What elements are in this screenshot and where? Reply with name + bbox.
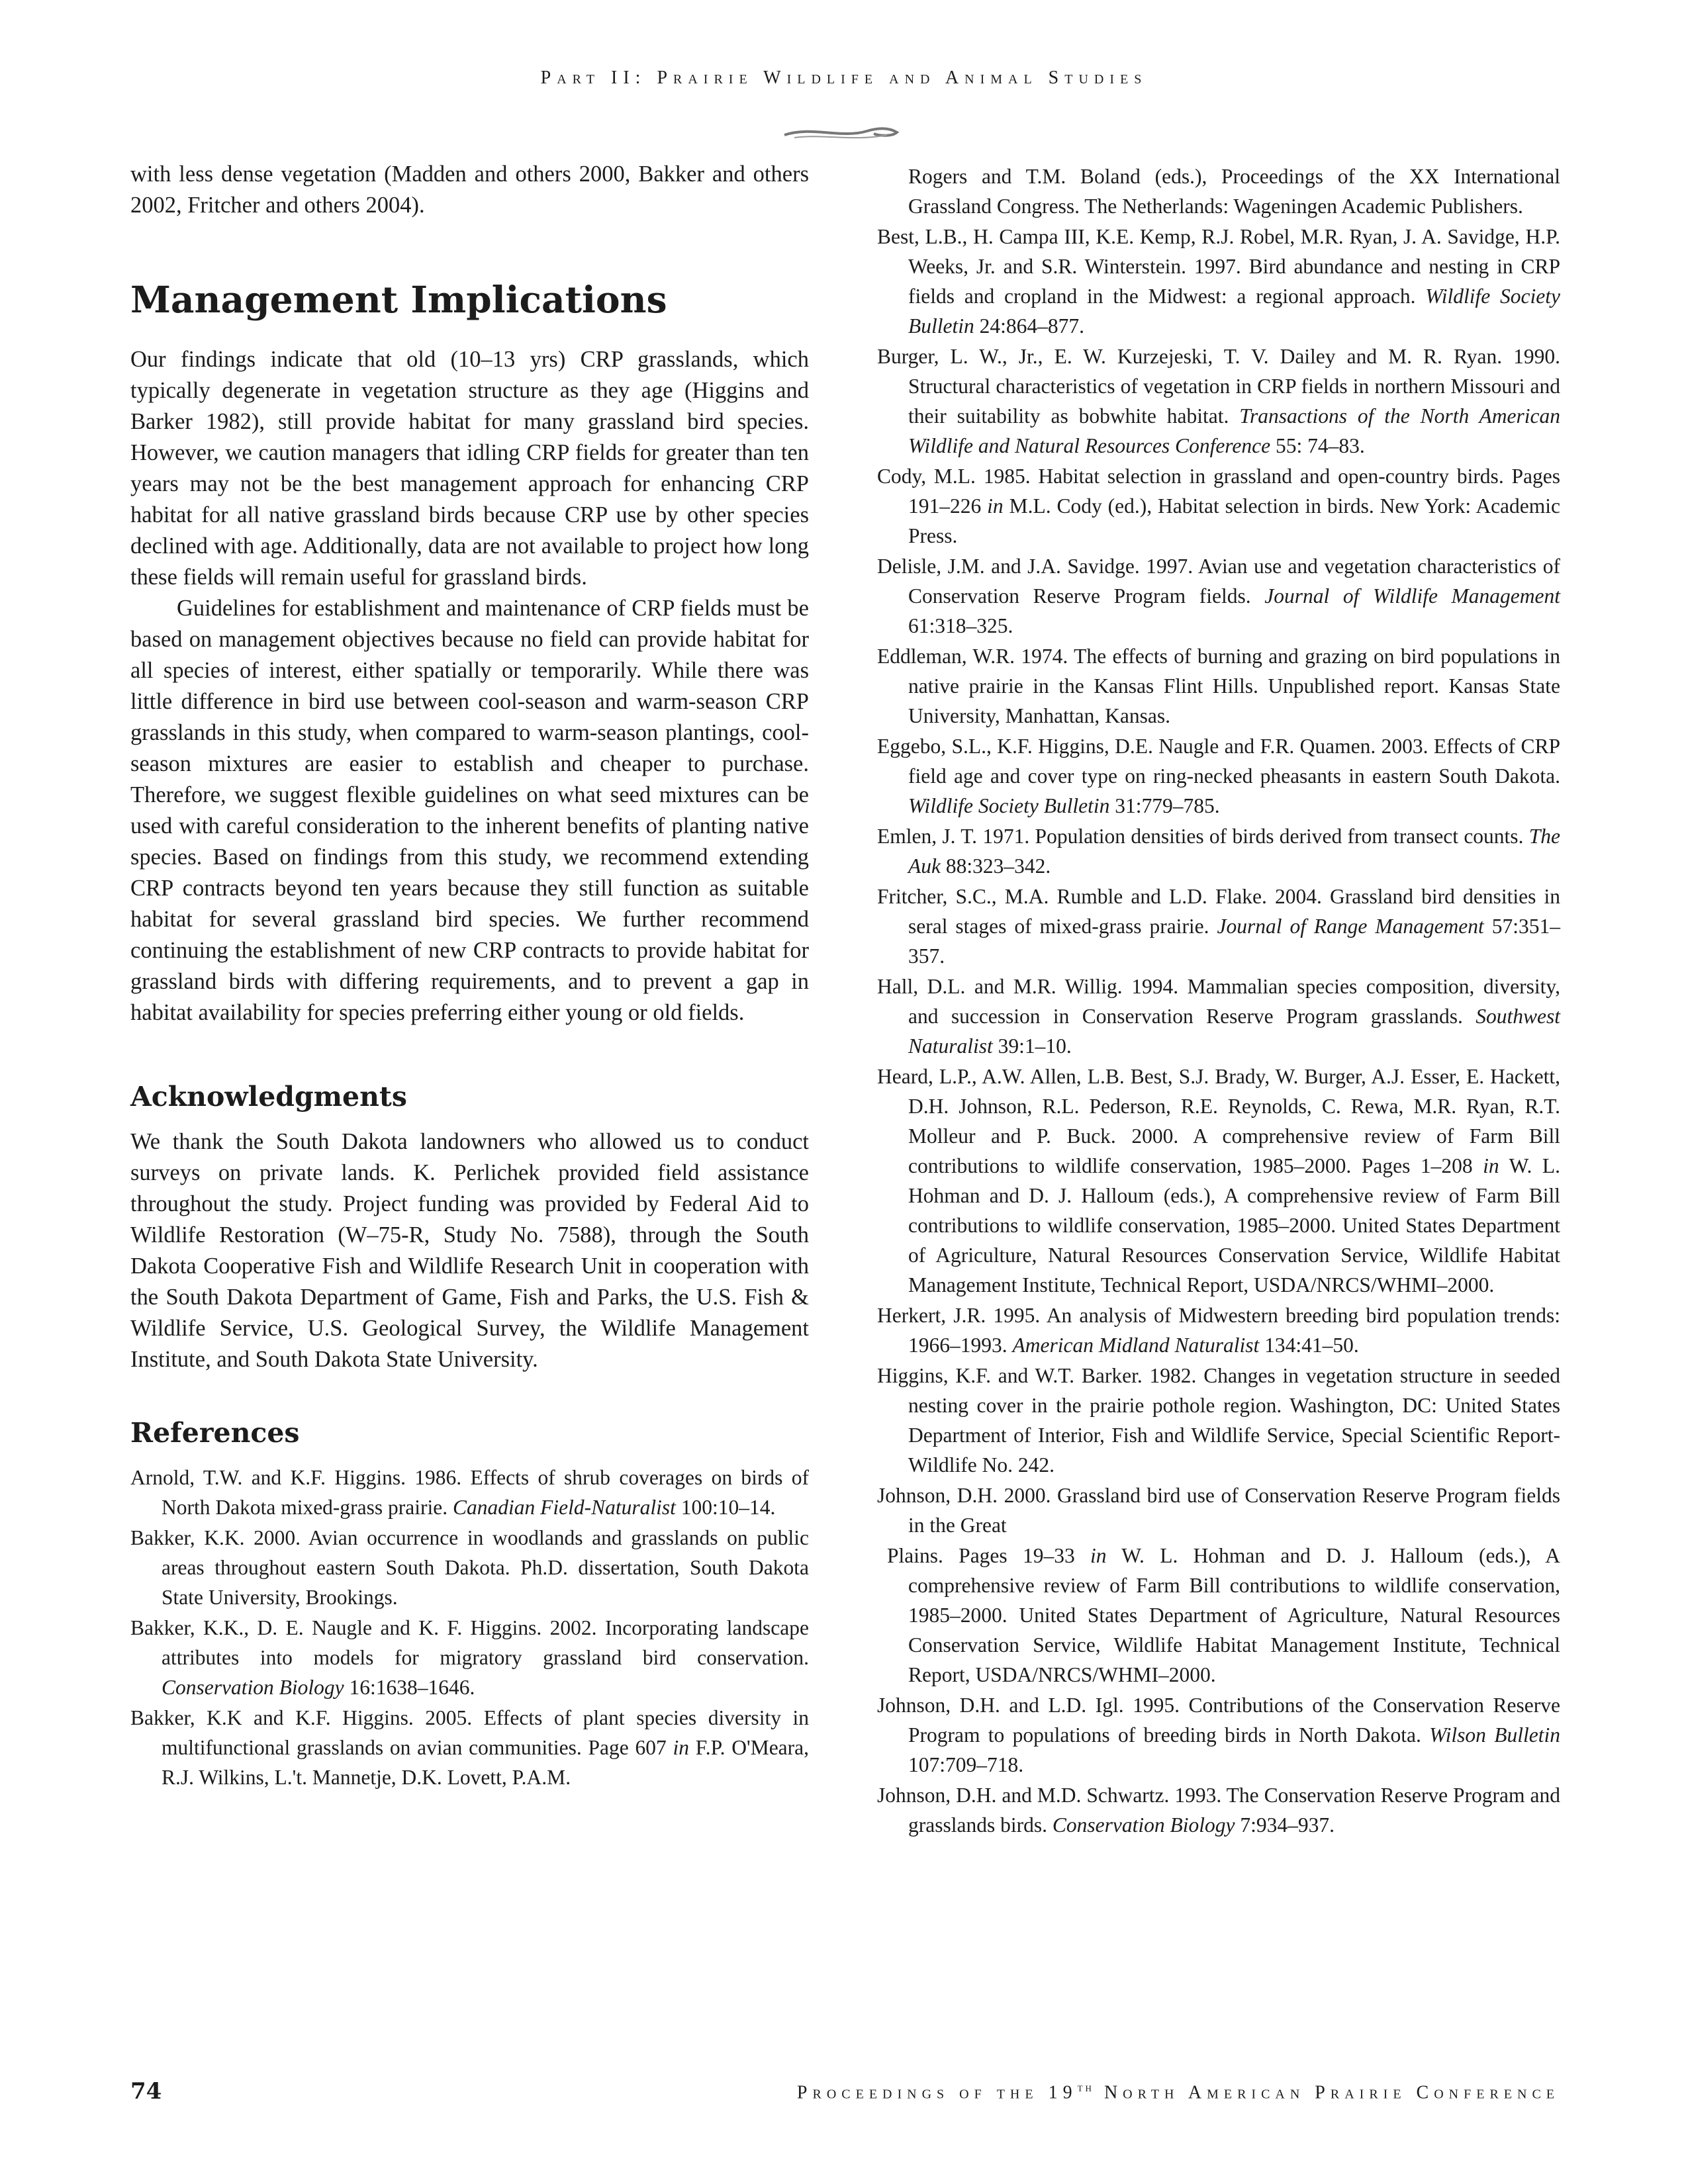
- footer-conference-title: Proceedings of the 19th North American Prairie Conference: [796, 2081, 1560, 2103]
- reference-entry: Eggebo, S.L., K.F. Higgins, D.E. Naugle and F.R. Quamen. 2003. Effects of CRP field age and cover type on ring-necked pheasants in eastern South Dakota. Wildlife Society Bulletin 31:779–785.: [877, 735, 1560, 817]
- intro-paragraph: with less dense vegetation (Madden and others 2000, Bakker and others 2002, Fritcher and others 2004).: [130, 161, 809, 218]
- reference-entry: Johnson, D.H. and M.D. Schwartz. 1993. The Conservation Reserve Program and grasslands birds. Conservation Biology 7:934–937.: [877, 1784, 1560, 1837]
- reference-entry: Johnson, D.H. 2000. Grassland bird use of Conservation Reserve Program fields in the Great: [877, 1484, 1560, 1537]
- references-list-left: [130, 1463, 809, 1792]
- reference-entry: Heard, L.P., A.W. Allen, L.B. Best, S.J. Brady, W. Burger, A.J. Esser, E. Hackett, D.H. Johnson, R.L. Pederson, R.E. Reynolds, C. Rewa, M.R. Ryan, R.T. Molleur and P. Buck. 2000. A comprehensive review of Farm Bill contributions to wildlife conservation, 1985–2000. Pages 1–208 in W. L. Hohman and D. J. Halloum (eds.), A comprehensive review of Farm Bill contributions to wildlife conservation, 1985–2000. United States Department of Agriculture, Natural Resources Conservation Service, Wildlife Habitat Management Institute, Technical Report, USDA/NRCS/WHMI–2000.: [877, 1065, 1561, 1297]
- running-head: Part II: Prairie Wildlife and Animal Studies: [540, 68, 1148, 88]
- decorative-swash-ornament: [781, 119, 907, 146]
- reference-entry: Hall, D.L. and M.R. Willig. 1994. Mammalian species composition, diversity, and succession in Conservation Reserve Program grasslands. Southwest Naturalist 39:1–10.: [877, 975, 1560, 1058]
- reference-entry: Bakker, K.K. 2000. Avian occurrence in woodlands and grasslands on public areas throughout eastern South Dakota. Ph.D. dissertation, South Dakota State University, Brookings.: [130, 1526, 809, 1609]
- reference-entry: Emlen, J. T. 1971. Population densities of birds derived from transect counts. The Auk 88:323–342.: [877, 825, 1560, 878]
- management-implications-heading: Management Implications: [130, 278, 667, 321]
- page-number: 74: [130, 2078, 162, 2105]
- reference-entry: Arnold, T.W. and K.F. Higgins. 1986. Effects of shrub coverages on birds of North Dakota mixed-grass prairie. Canadian Field-Naturalist 100:10–14.: [130, 1466, 809, 1519]
- left-column: [130, 159, 809, 1793]
- reference-entry: Best, L.B., H. Campa III, K.E. Kemp, R.J. Robel, M.R. Ryan, J. A. Savidge, H.P. Weeks, Jr. and S.R. Winterstein. 1997. Bird abundance and nesting in CRP fields and cropland in the Midwest: a regional approach. Wildlife Society Bulletin 24:864–877.: [877, 225, 1560, 338]
- reference-entry: Cody, M.L. 1985. Habitat selection in grassland and open-country birds. Pages 191–226 in M.L. Cody (ed.), Habitat selection in birds. New York: Academic Press.: [877, 465, 1561, 547]
- reference-entry: Herkert, J.R. 1995. An analysis of Midwestern breeding bird population trends: 1966–1993. American Midland Naturalist 134:41–50.: [877, 1304, 1560, 1357]
- references-list-right: [877, 222, 1560, 1840]
- reference-entry-continued: Plains. Pages 19–33 in W. L. Hohman and D. J. Halloum (eds.), A comprehensive review of Farm Bill contributions to wildlife conservation, 1985–2000. United States Department of Agriculture, Natural Resources Conservation Service, Wildlife Habitat Management Institute, Technical Report, USDA/NRCS/WHMI–2000.: [887, 1544, 1560, 1686]
- reference-entry: Eddleman, W.R. 1974. The effects of burning and grazing on bird populations in native prairie in the Kansas Flint Hills. Unpublished report. Kansas State University, Manhattan, Kansas.: [877, 645, 1560, 727]
- acknowledgments-heading: Acknowledgments: [130, 1081, 407, 1113]
- reference-entry: Bakker, K.K., D. E. Naugle and K. F. Higgins. 2002. Incorporating landscape attributes into models for migratory grassland bird conservation. Conservation Biology 16:1638–1646.: [130, 1616, 809, 1699]
- reference-entry: Fritcher, S.C., M.A. Rumble and L.D. Flake. 2004. Grassland bird densities in seral stages of mixed-grass prairie. Journal of Range Management 57:351–357.: [877, 885, 1561, 968]
- management-paragraph-2: Guidelines for establishment and maintenance of CRP fields must be based on management objectives because no field can provide habitat for all species of interest, either spatially or temporarily. While there was little difference in bird use between cool-season and warm-season CRP grasslands in this study, when compared to warm-season plantings, cool-season mixtures are easier to establish and cheaper to purchase. Therefore, we suggest flexible guidelines on what seed mixtures can be used with careful consideration to the inherent benefits of planting native species. Based on findings from this study, we recommend extending CRP contracts beyond ten years because they still function as suitable habitat for several grassland bird species. We further recommend continuing the establishment of new CRP contracts to provide habitat for grassland birds with differing requirements, and to prevent a gap in habitat availability for species preferring either young or old fields.: [130, 596, 809, 1025]
- reference-entry: Burger, L. W., Jr., E. W. Kurzejeski, T. V. Dailey and M. R. Ryan. 1990. Structural characteristics of vegetation in CRP fields in northern Missouri and their suitability as bobwhite habitat. Transactions of the North American Wildlife and Natural Resources Conference 55: 74–83.: [877, 345, 1560, 457]
- reference-continuation: Rogers and T.M. Boland (eds.), Proceedings of the XX International Grassland Congress. The Netherlands: Wageningen Academic Publishers.: [908, 165, 1560, 218]
- acknowledgments-paragraph: We thank the South Dakota landowners who allowed us to conduct surveys on private lands. K. Perlichek provided field assistance throughout the study. Project funding was provided by Federal Aid to Wildlife Restoration (W–75-R, Study No. 7588), through the South Dakota Cooperative Fish and Wildlife Research Unit in cooperation with the South Dakota Department of Game, Fish and Parks, the U.S. Fish & Wildlife Service, U.S. Geological Survey, the Wildlife Management Institute, and South Dakota State University.: [130, 1129, 809, 1372]
- management-paragraph-1: Our findings indicate that old (10–13 yrs) CRP grasslands, which typically degenerate in vegetation structure as they age (Higgins and Barker 1982), still provide habitat for many grassland bird species. However, we caution managers that idling CRP fields for greater than ten years may not be the best management approach for enhancing CRP habitat for all native grassland birds because CRP use by other species declined with age. Additionally, data are not available to project how long these fields will remain useful for grassland birds.: [130, 347, 809, 590]
- reference-entry: Johnson, D.H. and L.D. Igl. 1995. Contributions of the Conservation Reserve Program to populations of breeding birds in North Dakota. Wilson Bulletin 107:709–718.: [877, 1694, 1560, 1776]
- reference-entry: Delisle, J.M. and J.A. Savidge. 1997. Avian use and vegetation characteristics of Conservation Reserve Program fields. Journal of Wildlife Management 61:318–325.: [877, 555, 1561, 637]
- reference-entry: Higgins, K.F. and W.T. Barker. 1982. Changes in vegetation structure in seeded nesting cover in the prairie pothole region. Washington, DC: United States Department of Interior, Fish and Wildlife Service, Special Scientific Report-Wildlife No. 242.: [877, 1364, 1560, 1477]
- right-column: [877, 161, 1560, 1841]
- references-heading: References: [130, 1417, 300, 1449]
- reference-entry: Bakker, K.K and K.F. Higgins. 2005. Effects of plant species diversity in multifunctional grasslands on avian communities. Page 607 in F.P. O'Meara, R.J. Wilkins, L.'t. Mannetje, D.K. Lovett, P.A.M.: [130, 1706, 810, 1789]
